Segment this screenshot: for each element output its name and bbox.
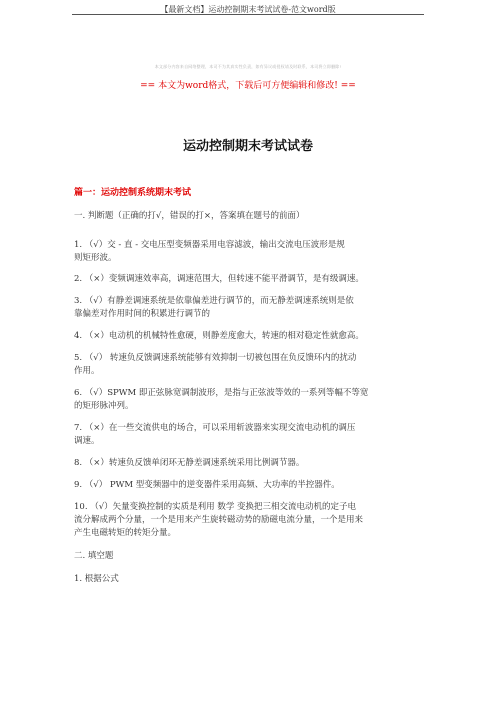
question-line: 4. （×）电动机的机械特性愈硬，则静差度愈大，转速的相对稳定性就愈高。 [74,331,364,341]
question-line: 靠偏差对作用时间的积累进行调节的 [74,309,211,319]
question-line: 8. （×）转速负反馈单闭环无静差调速系统采用比例调节器。 [74,458,305,468]
question-line: 一. 判断题（正确的打√，错误的打×，答案填在题号的前面） [74,211,305,221]
question-line: 流分解成两个分量，一个是用来产生旋转磁动势的励磁电流分量，一个是用来 [74,515,364,525]
question-line: 10. （√）矢量变换控制的实质是利用 数学 变换把三相交流电动机的定子电 [74,502,357,512]
document-title: 运动控制期末考试试卷 [182,139,313,154]
question-line: 6. （√）SPWM 即正弦脉宽调制波形，是指与正弦波等效的一系列等幅不等宽 [74,388,369,398]
question-line: 调速。 [74,436,100,446]
question-line: 则矩形波。 [74,253,117,263]
question-line: 7. （×）在一些交流供电的场合，可以采用斩波器来实现交流电动机的调压 [74,423,356,433]
question-line: 3. （√）有静差调速系统是依靠偏差进行调节的，而无静差调速系统则是依 [74,296,354,306]
question-line: 2. （×）变频调速效率高，调速范围大，但转速不能平滑调节，是有级调速。 [74,274,364,284]
section-title: 二. 填空题 [74,551,114,561]
word-format-note: == 本文为word格式，下载后可方便编辑和修改! == [140,81,356,91]
question-line: 9. （√） PWM 型变频器中的逆变器件采用高频、大功率的半控器件。 [74,480,340,490]
section-heading: 篇一：运动控制系统期末考试 [74,188,192,198]
header-divider [72,14,424,15]
copyright-notice: 本文部分内容来自网络整理，本司不为其真实性负责，如有异议或侵权请及时联系，本司将立即删除! [154,64,342,69]
question-line: 的矩形脉冲列。 [74,401,134,411]
question-line: 1. （√）交 - 直 - 交电压型变频器采用电容滤波，输出交流电压波形是规 [74,240,345,250]
question-line: 产生电磁转矩的转矩分量。 [74,528,177,538]
question-line: 作用。 [74,366,100,376]
question-line: 1. 根据公式 [74,574,119,584]
question-line: 5. （√） 转速负反馈调速系统能够有效抑制一切被包围在负反馈环内的扰动 [74,353,357,363]
page-header-title: 【最新文档】运动控制期末考试试卷-范文word版 [160,5,336,14]
